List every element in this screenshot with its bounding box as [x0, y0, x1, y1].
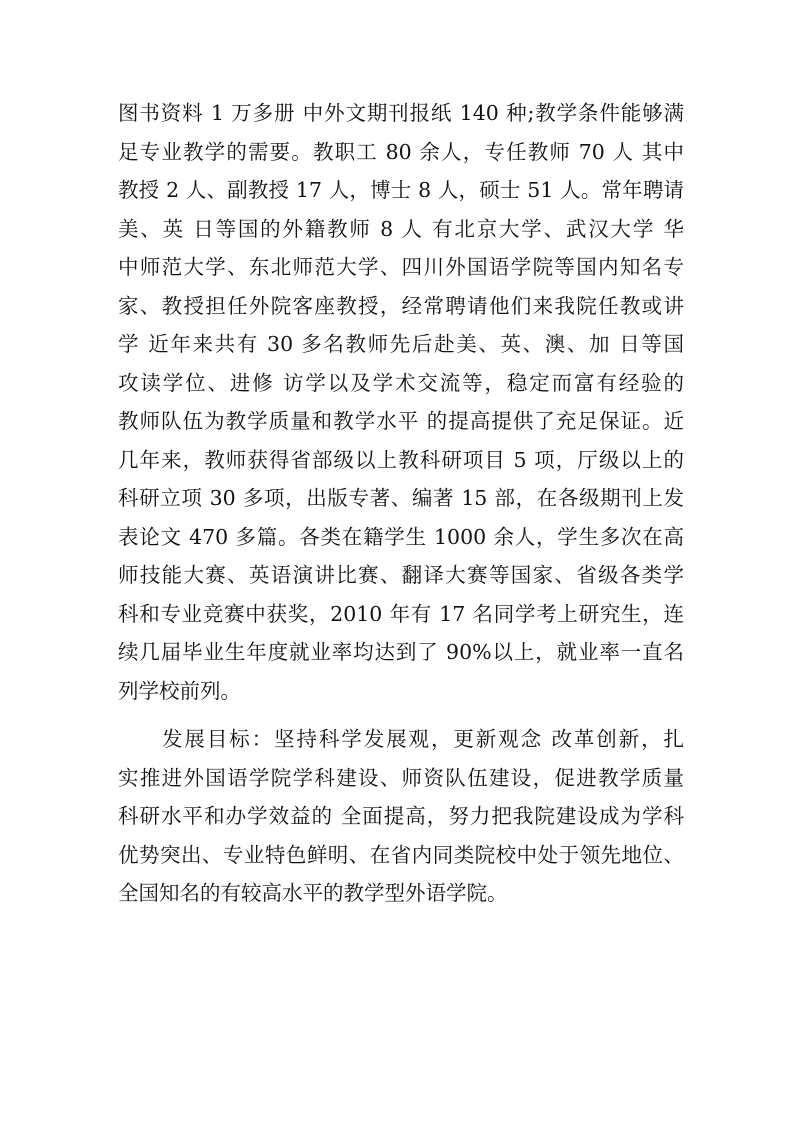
text-line: 发展目标：坚持科学发展观，更新观念 改革创新，扎: [162, 727, 684, 751]
text-line: 科研水平和办学效益的 全面提高，努力把我院建设成为学科: [118, 804, 684, 828]
text-line: 续几届毕业生年度就业率均达到了 90%以上，就业率一直名: [118, 640, 684, 664]
text-line: 优势突出、专业特色鲜明、在省内同类院校中处于领先地位、: [118, 842, 684, 867]
paragraph-faculty-overview: [118, 94, 684, 710]
text-line: 图书资料 1 万多册 中外文期刊报纸 140 种;教学条件能够满: [118, 101, 684, 125]
text-line: 教授 2 人、副教授 17 人，博士 8 人，硕士 51 人。常年聘请: [118, 178, 684, 202]
text-line: 足专业教学的需要。教职工 80 余人，专任教师 70 人 其中: [118, 139, 684, 164]
text-line: 中师范大学、东北师范大学、四川外国语学院等国内知名专: [118, 255, 684, 279]
text-line: 教师队伍为教学质量和教学水平 的提高提供了充足保证。近: [118, 409, 684, 433]
paragraph-development-goals: [118, 720, 684, 913]
document-body: [118, 94, 684, 913]
text-line: 美、英 日等国的外籍教师 8 人 有北京大学、武汉大学 华: [118, 216, 684, 241]
text-line: 实推进外国语学院学科建设、师资队伍建设，促进教学质量: [118, 765, 684, 790]
text-line: 攻读学位、进修 访学以及学术交流等，稳定而富有经验的: [118, 370, 684, 395]
text-line: 科和专业竞赛中获奖，2010 年有 17 名同学考上研究生，连: [118, 601, 684, 626]
text-line: 学 近年来共有 30 多名教师先后赴美、英、澳、加 日等国: [118, 332, 684, 356]
text-line: 科研立项 30 多项，出版专著、编著 15 部，在各级期刊上发: [118, 486, 684, 510]
text-line: 列学校前列。: [118, 678, 241, 703]
text-line: 师技能大赛、英语演讲比赛、翻译大赛等国家、省级各类学: [118, 563, 684, 587]
text-line: 全国知名的有较高水平的教学型外语学院。: [118, 881, 508, 905]
text-line: 表论文 470 多篇。各类在籍学生 1000 余人，学生多次在高: [118, 524, 684, 549]
paragraph-spacer: [118, 710, 684, 720]
text-line: 家、教授担任外院客座教授，经常聘请他们来我院任教或讲: [118, 293, 684, 318]
text-line: 几年来，教师获得省部级以上教科研项目 5 项，厅级以上的: [118, 447, 684, 472]
